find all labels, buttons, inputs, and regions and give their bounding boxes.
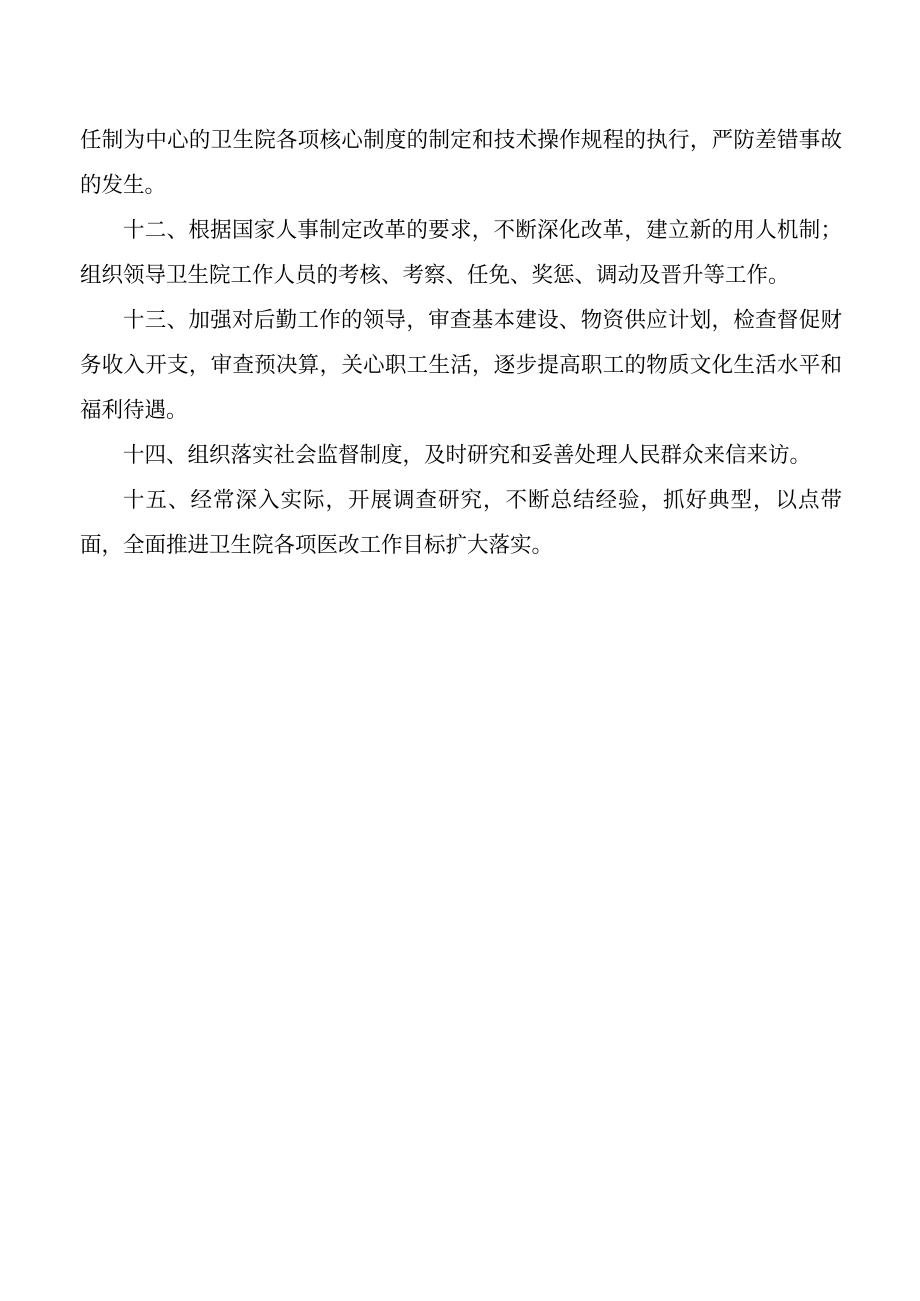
document-body bbox=[80, 118, 842, 568]
paragraph-item-13: 十三、加强对后勤工作的领导，审查基本建设、物资供应计划，检查督促财务收入开支，审查预决算，关心职工生活，逐步提高职工的物质文化生活水平和福利待遇。 bbox=[80, 308, 842, 423]
paragraph-item-12: 十二、根据国家人事制定改革的要求，不断深化改革，建立新的用人机制；组织领导卫生院工作人员的考核、考察、任免、奖惩、调动及晋升等工作。 bbox=[80, 218, 842, 288]
paragraph-item-15: 十五、经常深入实际，开展调查研究，不断总结经验，抓好典型，以点带面，全面推进卫生院各项医改工作目标扩大落实。 bbox=[80, 488, 842, 558]
paragraph-item-14: 十四、组织落实社会监督制度，及时研究和妥善处理人民群众来信来访。 bbox=[123, 443, 812, 468]
paragraph-continuation: 任制为中心的卫生院各项核心制度的制定和技术操作规程的执行，严防差错事故的发生。 bbox=[80, 128, 842, 198]
